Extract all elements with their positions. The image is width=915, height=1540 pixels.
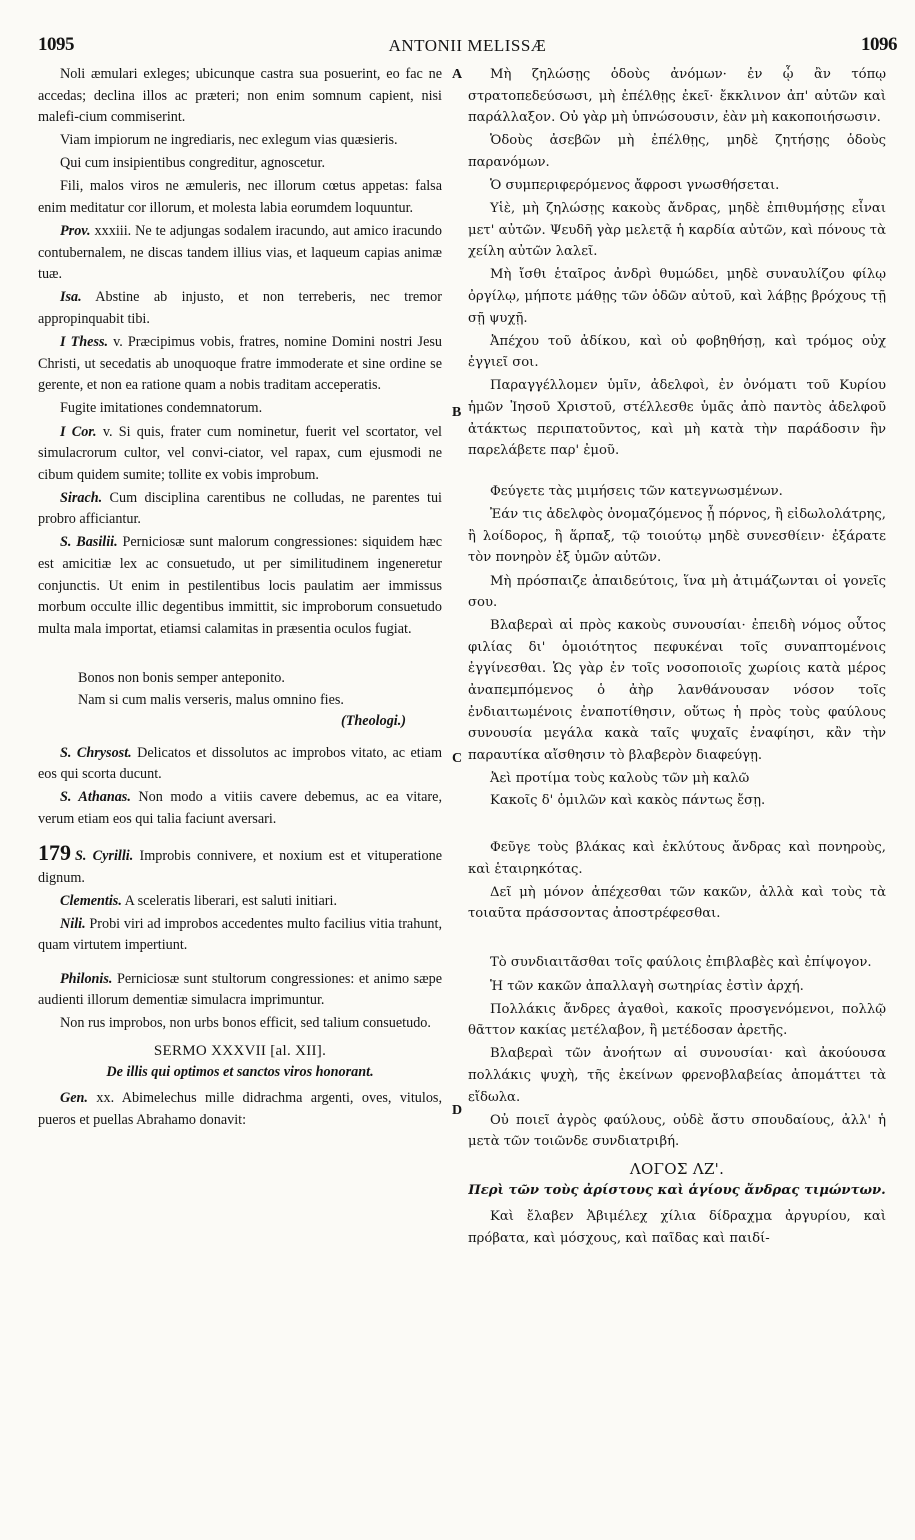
- greek-paragraph: Πολλάκις ἄνδρες ἀγαθοὶ, κακοῖς προσγενόμενοι, πολλῷ θᾶττον κακίας μετέλαβον, ἢ μετέδοσαν ἀρετῆς.: [468, 1001, 886, 1039]
- latin-paragraph: Fugite imitationes condemnatorum.: [60, 400, 263, 417]
- source-ref: I Cor.: [60, 423, 97, 440]
- latin-paragraph: Non rus improbos, non urbs bonos efficit, sed talium consuetudo.: [60, 1015, 431, 1032]
- latin-paragraph: Sirach. Cum disciplina carentibus ne colludas, ne parentes tui probro afficiantur.: [38, 489, 442, 528]
- greek-paragraph: Καὶ ἔλαβεν Ἀβιμέλεχ χίλια δίδραχμα ἀργυρίου, καὶ πρόβατα, καὶ μόσχους, καὶ παῖδας καὶ παιδί-: [468, 1209, 886, 1246]
- latin-paragraph: I Cor. v. Si quis, frater cum nominetur, fuerit vel scortator, vel simulacrorum cultor, vel convi-ciator, vel rapax, cum ejusmodi ne cibum quidem sumite; tollite ex vobis improbum.: [38, 423, 442, 483]
- source-ref: Clementis.: [60, 892, 122, 909]
- section-marker-b: B: [452, 405, 462, 420]
- latin-paragraph: 179 S. Cyrilli. Improbis connivere, et noxium est et vituperatione dignum.: [38, 840, 442, 886]
- source-ref: S. Athanas.: [60, 789, 131, 806]
- latin-paragraph: Nili. Probi viri ad improbos accedentes multo facilius vitia trahunt, quam virtutem impertiunt.: [38, 915, 442, 954]
- source-ref: Isa.: [60, 289, 82, 306]
- latin-paragraph: Philonis. Perniciosæ sunt stultorum congressiones: et animo sæpe audienti illorum dementiæ simulacra imprimuntur.: [38, 970, 442, 1009]
- running-title: ANTONII MELISSÆ: [388, 36, 547, 55]
- latin-paragraph: Prov. xxxiii. Ne te adjungas sodalem iracundo, aut amico iracundo contubernalem, ne discas tandem illius vias, et laqueum capias animæ tuæ.: [38, 223, 442, 283]
- verse-line: Bonos non bonis semper anteponito.: [78, 669, 285, 686]
- greek-paragraph: Ἡ τῶν κακῶν ἀπαλλαγὴ σωτηρίας ἐστὶν ἀρχή.: [490, 978, 804, 994]
- verse-line: Nam si cum malis verseris, malus omnino fies.: [78, 691, 344, 708]
- greek-paragraph: Ὁδοὺς ἀσεβῶν μὴ ἐπέλθῃς, μηδὲ ζητήσῃς ὁδοὺς παρανόμων.: [468, 133, 886, 170]
- greek-paragraph: Ἐάν τις ἀδελφὸς ὀνομαζόμενος ᾖ πόρνος, ἢ εἰδωλολάτρης, ἢ λοίδορος, ἢ ἅρπαξ, τῷ τοιούτῳ μηδὲ συνεσθίειν· ἐξάρατε τὸν πονηρὸν ἐξ ὑμῶν αὐτῶν.: [468, 507, 886, 566]
- source-ref: S. Chrysost.: [60, 744, 132, 761]
- source-ref: Gen.: [60, 1090, 88, 1107]
- latin-paragraph: S. Chrysost. Delicatos et dissolutos ac improbos vitato, ac etiam eos qui scorta ducunt.: [38, 744, 442, 783]
- page-number-left: 1095: [38, 34, 74, 55]
- greek-paragraph: Βλαβεραὶ αἱ πρὸς κακοὺς συνουσίαι· ἐπειδὴ νόμος οὗτος φιλίας δι' ὁμοιότητος πεφυκέναι τοῖς συναπτομένοις ἐγγίνεσθαι. Ὡς γὰρ ἐν τοῖς νοσοποιοῖς χωρίοις κατὰ μέρος ἀναπεμπόμενος ὁ ἀὴρ λανθάνουσαν νόσον τοῖς ἐνδιαιτωμένοις ἐναποτίθησιν, οὕτως ἡ πρὸς τοὺς φαύλους συνουσία μεγάλα κακὰ ταῖς ψυχαῖς ἐναφίησι, κἂν τὴν παραυτίκα αἴσθησιν τὸ βλαβερὸν διαφεύγῃ.: [468, 618, 886, 763]
- source-ref: Nili.: [60, 915, 86, 932]
- greek-verse-line: Κακοῖς δ' ὁμιλῶν καὶ κακὸς πάντως ἔσῃ.: [490, 792, 766, 808]
- source-ref: I Thess.: [60, 334, 109, 351]
- greek-paragraph: Υἱὲ, μὴ ζηλώσῃς κακοὺς ἄνδρας, μηδὲ ἐπιθυμήσῃς εἶναι μετ' αὐτῶν. Ψευδῆ γὰρ μελετᾷ ἡ καρδία αὐτῶν, καὶ πόνους τὰ χείλη αὐτῶν λαλεῖ.: [468, 201, 886, 260]
- source-ref: Prov.: [60, 223, 91, 240]
- greek-paragraph: Οὐ ποιεῖ ἀγρὸς φαύλους, οὐδὲ ἄστυ σπουδαίους, ἀλλ' ἡ μετὰ τῶν τοιῶνδε συνδιατριβή.: [468, 1112, 886, 1150]
- latin-paragraph: I Thess. v. Præcipimus vobis, fratres, nomine Domini nostri Jesu Christi, ut secedatis ab unoquoque fratre immoderate et sine ordine se gerente, et non ea ratione quam a nobis traditam acceperatis.: [38, 334, 442, 394]
- logos-subtitle: Περὶ τῶν τοὺς ἀρίστους καὶ ἁγίους ἄνδρας τιμώντων.: [468, 1183, 886, 1199]
- latin-paragraph: Noli æmulari exleges; ubicunque castra sua posuerint, eo fac ne accedas; declina illos ac præteri; non enim somnum capient, nisi malefi-cium commiserint.: [38, 66, 442, 126]
- latin-paragraph: Isa. Abstine ab injusto, et non terreberis, nec tremor appropinquabit tibi.: [38, 289, 442, 328]
- latin-column: [38, 64, 442, 1133]
- latin-paragraph: Clementis. A sceleratis liberari, est saluti initiari.: [60, 892, 338, 909]
- source-ref: S. Basilii.: [60, 534, 118, 551]
- greek-paragraph: Βλαβεραὶ τῶν ἀνοήτων αἱ συνουσίαι· καὶ ἀκούουσα πολλάκις ψυχὴ, τῆς ἐκείνων φρενοβλαβείας ἀπομάττει τὰ εἴδωλα.: [468, 1046, 886, 1105]
- page-header: [38, 34, 897, 60]
- sermon-subtitle: De illis qui optimos et sanctos viros honorant.: [106, 1064, 374, 1081]
- greek-paragraph: Φεύγετε τὰς μιμήσεις τῶν κατεγνωσμένων.: [490, 484, 783, 500]
- greek-paragraph: Μὴ ζηλώσῃς ὁδοὺς ἀνόμων· ἐν ᾧ ἂν τόπῳ στρατοπεδεύσωσι, μὴ ἐπέλθῃς ἐκεῖ· ἔκκλινον ἀπ' αὐτῶν καὶ παράλλαξον. Οὐ γὰρ μὴ ὑπνώσουσιν, ἐὰν μὴ κακοποιήσωσιν.: [468, 67, 886, 126]
- latin-paragraph: Fili, malos viros ne æmuleris, nec illorum cœtus appetas: falsa enim meditatur cor illorum, et molesta labia eorumdem loquuntur.: [38, 178, 442, 217]
- sermon-heading: SERMO XXXVII [al. XII].: [153, 1042, 327, 1059]
- latin-paragraph: S. Athanas. Non modo a vitiis cavere debemus, ac ea vitare, verum etiam eos qui talia faciunt aversari.: [38, 789, 442, 827]
- source-ref: S. Cyrilli.: [75, 848, 134, 865]
- latin-paragraph: Viam impiorum ne ingrediaris, nec exlegum vias quæsieris.: [60, 132, 398, 149]
- greek-paragraph: Παραγγέλλομεν ὑμῖν, ἀδελφοὶ, ἐν ὀνόματι τοῦ Κυρίου ἡμῶν Ἰησοῦ Χριστοῦ, στέλλεσθε ὑμᾶς ἀπὸ παντὸς ἀδελφοῦ ἀτάκτως περιπατοῦντος, καὶ μὴ κατὰ τὴν παράδοσιν ἣν παρελάβετε παρ' ἐμοῦ.: [468, 378, 886, 459]
- logos-heading: ΛΟΓΟΣ ΛΖ'.: [629, 1159, 725, 1178]
- verse-attribution: (Theologi.): [340, 713, 406, 730]
- latin-paragraph: Qui cum insipientibus congreditur, agnoscetur.: [60, 155, 326, 172]
- source-ref: Philonis.: [60, 970, 113, 987]
- greek-column: [468, 64, 886, 1251]
- latin-paragraph: S. Basilii. Perniciosæ sunt malorum congressiones: siquidem hæc est amicitiæ lex ac consuetudo, ut per similitudinem ingeneretur conjunctis. Ut enim in pestilentibus locis paulatim aer immissus morbum occulte illic degentibus immittit, sic improborum consuetudo multa mala importat, etiamsi calamitas in præsentia oculos fugiat.: [38, 534, 442, 637]
- greek-paragraph: Ἀπέχου τοῦ ἀδίκου, καὶ οὐ φοβηθήσῃ, καὶ τρόμος οὐχ ἐγγιεῖ σοι.: [468, 333, 886, 371]
- greek-paragraph: Ὁ συμπεριφερόμενος ἄφροσι γνωσθήσεται.: [490, 177, 780, 193]
- greek-paragraph: Μὴ πρόσπαιζε ἀπαιδεύτοις, ἵνα μὴ ἀτιμάζωνται οἱ γονεῖς σου.: [468, 573, 886, 611]
- section-marker-d: D: [452, 1103, 463, 1118]
- section-marker-a: A: [452, 67, 463, 82]
- latin-paragraph: Gen. xx. Abimelechus mille didrachma argenti, oves, vitulos, pueros et puellas Abrahamo donavit:: [38, 1090, 442, 1128]
- greek-paragraph: Μὴ ἴσθι ἑταῖρος ἀνδρὶ θυμώδει, μηδὲ συναυλίζου φίλῳ ὀργίλῳ, μήποτε μάθῃς τῶν ὁδῶν αὐτοῦ, καὶ λάβῃς βρόχους τῇ σῇ ψυχῇ.: [468, 267, 886, 326]
- greek-paragraph: Φεῦγε τοὺς βλάκας καὶ ἐκλύτους ἄνδρας καὶ πονηροὺς, καὶ ἑταιρηκότας.: [468, 840, 886, 877]
- section-marker-c: C: [452, 751, 463, 766]
- source-ref: Sirach.: [60, 489, 103, 506]
- page-number-right: 1096: [861, 34, 897, 55]
- greek-paragraph: Δεῖ μὴ μόνον ἀπέχεσθαι τῶν κακῶν, ἀλλὰ καὶ τοὺς τὰ τοιαῦτα πράσσοντας ἀποστρέφεσθαι.: [468, 884, 886, 922]
- greek-verse-line: Ἀεὶ προτίμα τοὺς καλοὺς τῶν μὴ καλῶ: [490, 770, 750, 786]
- greek-paragraph: Τὸ συνδιαιτᾶσθαι τοῖς φαύλοις ἐπιβλαβὲς καὶ ἐπίψογον.: [490, 955, 872, 971]
- column-number: 179: [38, 840, 71, 866]
